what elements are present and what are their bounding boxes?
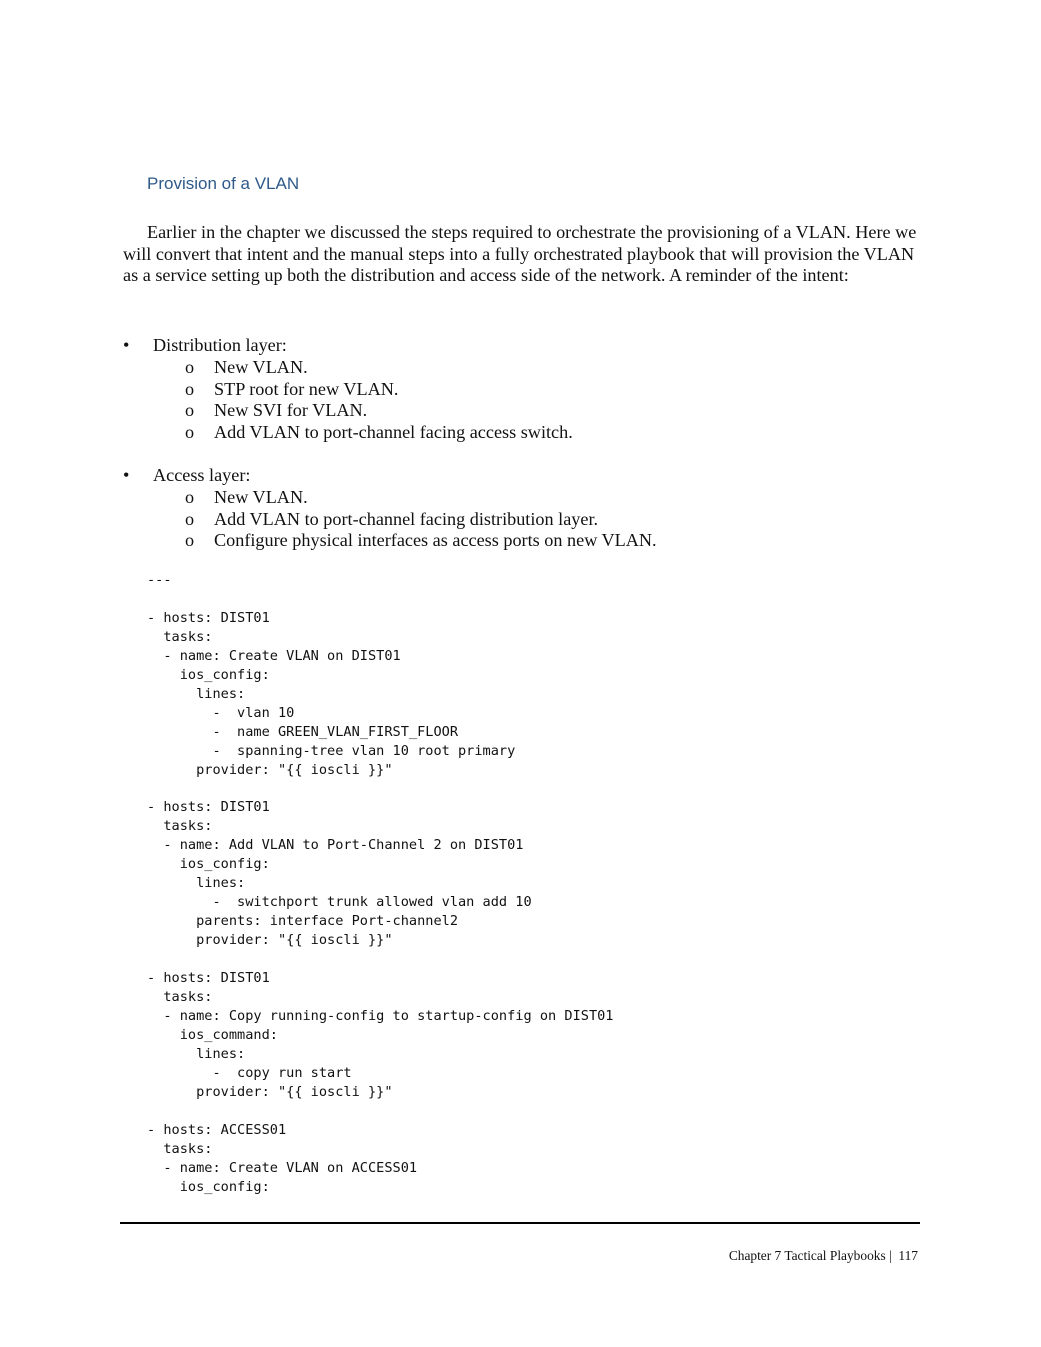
section-heading: Provision of a VLAN bbox=[147, 174, 300, 193]
code-line: --- bbox=[147, 572, 172, 588]
distribution-sub-list-wrapper bbox=[123, 357, 918, 444]
list-item bbox=[123, 379, 918, 401]
code-line: - hosts: DIST01 bbox=[147, 609, 270, 626]
footer-divider bbox=[120, 1222, 920, 1224]
list-item-text: New SVI for VLAN. bbox=[214, 400, 368, 421]
access-layer-list bbox=[123, 465, 918, 552]
code-line: ios_command: bbox=[147, 1026, 278, 1043]
code-line: lines: bbox=[147, 875, 246, 892]
code-line: tasks: bbox=[147, 988, 213, 1005]
code-line: tasks: bbox=[147, 818, 213, 835]
code-line: - vlan 10 bbox=[147, 704, 295, 721]
code-line: ios_config: bbox=[147, 1178, 270, 1195]
code-line: - name: Copy running-config to startup-config on DIST01 bbox=[147, 1007, 614, 1024]
code-line: provider: "{{ ioscli }}" bbox=[147, 932, 393, 949]
distribution-layer-label: Distribution layer: bbox=[153, 335, 287, 355]
list-item-text: Add VLAN to port-channel facing distribution layer. bbox=[214, 508, 599, 529]
code-line: ios_config: bbox=[147, 856, 270, 873]
code-line: - name: Create VLAN on ACCESS01 bbox=[147, 1159, 418, 1176]
list-item bbox=[123, 509, 918, 531]
code-line: lines: bbox=[147, 1045, 246, 1062]
list-item bbox=[123, 422, 918, 444]
access-sub-list-wrapper bbox=[123, 487, 918, 552]
access-sub-list bbox=[123, 487, 918, 552]
code-line: - name: Create VLAN on DIST01 bbox=[147, 647, 401, 664]
code-line: lines: bbox=[147, 685, 246, 702]
playbook-code-block bbox=[147, 571, 614, 1196]
list-item bbox=[123, 357, 918, 379]
code-line: parents: interface Port-channel2 bbox=[147, 913, 458, 930]
access-layer-bullet bbox=[123, 465, 918, 487]
list-item-text: Add VLAN to port-channel facing access switch. bbox=[214, 422, 573, 443]
distribution-sub-list bbox=[123, 357, 918, 444]
circle-bullet-icon: o bbox=[185, 400, 195, 421]
circle-bullet-icon: o bbox=[185, 356, 195, 377]
code-line: - name GREEN_VLAN_FIRST_FLOOR bbox=[147, 723, 458, 740]
list-item-text: STP root for new VLAN. bbox=[214, 378, 399, 399]
list-item-text: New VLAN. bbox=[214, 486, 308, 507]
list-item bbox=[123, 530, 918, 552]
distribution-layer-bullet bbox=[123, 335, 918, 357]
code-line: provider: "{{ ioscli }}" bbox=[147, 1083, 393, 1100]
circle-bullet-icon: o bbox=[185, 486, 195, 507]
code-line: - switchport trunk allowed vlan add 10 bbox=[147, 894, 532, 911]
circle-bullet-icon: o bbox=[185, 378, 195, 399]
list-item-text: New VLAN. bbox=[214, 356, 308, 377]
code-line: ios_config: bbox=[147, 666, 270, 683]
list-item bbox=[123, 400, 918, 422]
code-line: tasks: bbox=[147, 628, 213, 645]
list-item bbox=[123, 487, 918, 509]
code-line: - hosts: ACCESS01 bbox=[147, 1121, 287, 1138]
code-line: provider: "{{ ioscli }}" bbox=[147, 761, 393, 778]
list-item-text: Configure physical interfaces as access ports on new VLAN. bbox=[214, 530, 657, 551]
bullet-icon: • bbox=[123, 335, 130, 355]
code-line: - hosts: DIST01 bbox=[147, 799, 270, 816]
code-line: - hosts: DIST01 bbox=[147, 970, 270, 987]
intro-paragraph: Earlier in the chapter we discussed the steps required to orchestrate the provisioning of a VLAN. Here we will convert that intent and the manual steps into a fully orchestrated playbook that will provision the VLAN as a service setting up both the distribution and access side of the network. A reminder of the intent: bbox=[123, 222, 917, 286]
code-line: - spanning-tree vlan 10 root primary bbox=[147, 742, 516, 759]
code-line: - name: Add VLAN to Port-Channel 2 on DIST01 bbox=[147, 837, 524, 854]
page-footer: Chapter 7 Tactical Playbooks | 117 bbox=[728, 1248, 918, 1263]
circle-bullet-icon: o bbox=[185, 530, 195, 551]
access-layer-label: Access layer: bbox=[153, 465, 251, 485]
circle-bullet-icon: o bbox=[185, 508, 195, 529]
code-line: - copy run start bbox=[147, 1064, 352, 1081]
bullet-icon: • bbox=[123, 465, 130, 485]
distribution-layer-list bbox=[123, 335, 918, 444]
circle-bullet-icon: o bbox=[185, 422, 195, 443]
code-line: tasks: bbox=[147, 1140, 213, 1157]
